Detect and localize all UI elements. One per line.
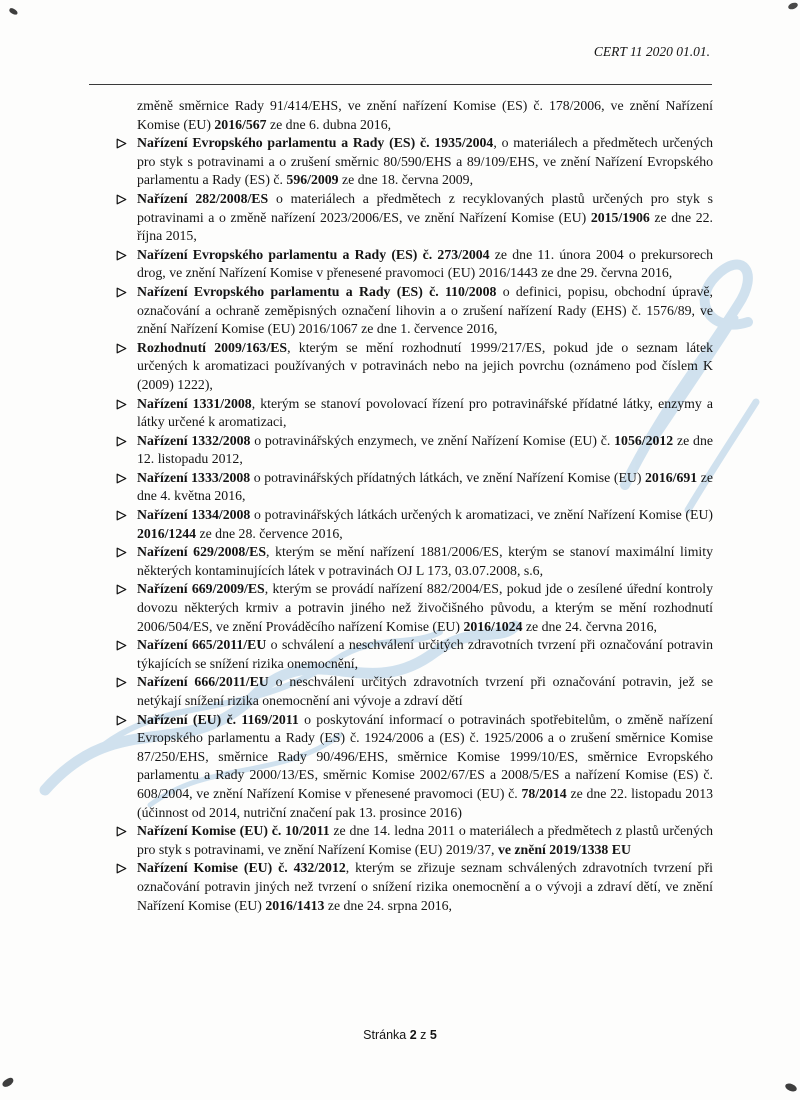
- list-item: [115, 190, 713, 246]
- arrowhead-right-icon: [116, 715, 127, 726]
- arrowhead-right-icon: [116, 584, 127, 595]
- list-item-text: Nařízení Evropského parlamentu a Rady (ES) č. 110/2008 o definici, popisu, obchodní úpravě, označování a ochraně zeměpisných označení lihovin a o zrušení nařízení Rady (EHS) č. 1576/89, ve znění Nařízení Komise (EU) 2016/1067 ze dne 1. července 2016,: [137, 283, 714, 337]
- list-item-text: Nařízení 666/2011/EU o neschválení určitých zdravotních tvrzení při označování potravin, jež se netýkají snížení rizika onemocnění ani vývoje a zdraví dětí: [137, 674, 713, 708]
- arrowhead-right-icon: [116, 343, 127, 354]
- list-item-text: Nařízení Evropského parlamentu a Rady (ES) č. 273/2004 ze dne 11. února 2004 o prekursorech drog, ve znění Nařízení Komise v přenesené pravomoci (EU) 2016/1443 ze dne 29. června 2016,: [137, 246, 713, 281]
- list-item-text: Nařízení Komise (EU) č. 432/2012, kterým se zřizuje seznam schválených zdravotních tvrzení při označování potravin jiných než tvrzení o snížení rizika onemocnění a o vývoji a zdraví dětí, ve znění Nařízení Komise (EU) 2016/1413 ze dne 24. srpna 2016,: [137, 860, 713, 913]
- list-item: [115, 580, 713, 636]
- list-item-text: Nařízení Evropského parlamentu a Rady (ES) č. 1935/2004, o materiálech a předmětech určených pro styk s potravinami a o zrušení směrnic 80/590/EHS a 89/109/EHS, ve znění Nařízení Evropského parlamentu a Rady (ES) č. 596/2009 ze dne 18. června 2009,: [137, 135, 713, 188]
- list-item-text: Nařízení Komise (EU) č. 10/2011 ze dne 14. ledna 2011 o materiálech a předmětech z plastů určených pro styk s potravinami, ve znění Nařízení Komise (EU) 2019/37, ve znění 2019/1338 EU: [137, 823, 713, 857]
- arrowhead-right-icon: [116, 547, 127, 558]
- arrowhead-right-icon: [116, 399, 127, 410]
- list-item-text: Nařízení 1331/2008, kterým se stanoví povolovací řízení pro potravinářské přídatné látky, enzymy a látky určené k aromatizaci,: [137, 395, 714, 430]
- list-item: [115, 432, 713, 469]
- header-rule: [89, 84, 712, 85]
- arrowhead-right-icon: [116, 138, 127, 149]
- arrowhead-right-icon: [116, 863, 127, 874]
- list-item: [115, 246, 713, 283]
- header-doc-code: CERT 11 2020 01.01.: [593, 44, 710, 59]
- list-item: [115, 543, 713, 580]
- arrowhead-right-icon: [116, 250, 127, 261]
- list-item: [115, 339, 713, 395]
- list-item-text: Rozhodnutí 2009/163/ES, kterým se mění rozhodnutí 1999/217/ES, pokud jde o seznam látek určených k aromatizaci používaných v potravinách nebo na jejich povrchu (oznámeno pod číslem K (2009) 1222),: [137, 339, 713, 392]
- list-item-text: Nařízení 1332/2008 o potravinářských enzymech, ve znění Nařízení Komise (EU) č. 1056/2012 ze dne 12. listopadu 2012,: [137, 432, 713, 467]
- list-item: [115, 469, 713, 506]
- list-item: [115, 711, 713, 823]
- scan-artifact-bottom-left: [1, 1076, 15, 1088]
- arrowhead-right-icon: [116, 640, 127, 651]
- list-item-text: Nařízení 282/2008/ES o materiálech a předmětech z recyklovaných plastů určených pro styk s potravinami a o změně nařízení 2023/2006/ES, ve znění Nařízení Komise (EU) 2015/1906 ze dne 22. října 2015,: [137, 190, 714, 244]
- arrowhead-right-icon: [116, 510, 127, 521]
- arrowhead-right-icon: [116, 473, 127, 484]
- list-item: [115, 395, 713, 432]
- list-item: [115, 822, 713, 859]
- list-item-text: Nařízení 665/2011/EU o schválení a neschválení určitých zdravotních tvrzení při označování potravin týkajících se snížení rizika onemocnění,: [137, 637, 714, 671]
- list-item: [115, 859, 713, 915]
- arrowhead-right-icon: [116, 826, 127, 837]
- page-footer: Stránka 2 z 5: [363, 1028, 437, 1042]
- list-item: [115, 673, 713, 710]
- list-item: [115, 283, 713, 339]
- arrowhead-right-icon: [116, 677, 127, 688]
- scan-artifact-bottom-right: [784, 1082, 798, 1093]
- arrowhead-right-icon: [116, 436, 127, 447]
- scan-artifact-top-right: [787, 1, 798, 10]
- list-item-text: Nařízení 1334/2008 o potravinářských látkách určených k aromatizaci, ve znění Nařízení Komise (EU) 2016/1244 ze dne 28. července 2016,: [137, 507, 714, 541]
- list-item: [115, 636, 713, 673]
- list-item-text: Nařízení 1333/2008 o potravinářských přídatných látkách, ve znění Nařízení Komise (EU) 2016/691 ze dne 4. května 2016,: [137, 469, 713, 504]
- regulation-list: [115, 134, 713, 915]
- scan-artifact-top-left: [8, 7, 18, 16]
- list-item-text: Nařízení 629/2008/ES, kterým se mění nařízení 1881/2006/ES, kterým se stanoví maximální limity některých kontaminujících látek v potravinách OJ L 173, 03.07.2008, s.6,: [137, 544, 713, 578]
- document-body: [115, 97, 713, 915]
- list-item: [115, 506, 713, 543]
- arrowhead-right-icon: [116, 287, 127, 298]
- list-item-text: Nařízení (EU) č. 1169/2011 o poskytování informací o potravinách spotřebitelům, o změně nařízení Evropského parlamentu a Rady (ES) č. 1924/2006 a (ES) č. 1925/2006 a o zrušení směrnice Komise 87/250/EHS, směrnice Rady 90/496/EHS, směrnice Komise 1999/10/ES, směrnice Evropského parlamentu a Rady 2000/13/ES, směrnic Komise 2002/67/ES a 2008/5/ES a nařízení Komise (ES) č. 608/2004, ve znění Nařízení Komise v přenesené pravomoci (EU) č. 78/2014 ze dne 22. listopadu 2013 (účinnost od 2014, nutriční značení pak 13. prosince 2016): [137, 711, 714, 820]
- list-item: [115, 134, 713, 190]
- arrowhead-right-icon: [116, 194, 127, 205]
- intro-paragraph: změně směrnice Rady 91/414/EHS, ve znění nařízení Komise (ES) č. 178/2006, ve znění Nařízení Komise (EU) 2016/567 ze dne 6. dubna 2016,: [137, 98, 713, 132]
- list-item-text: Nařízení 669/2009/ES, kterým se provádí nařízení 882/2004/ES, pokud jde o zesílené úřední kontroly dovozu některých krmiv a potravin jiného než živočišného původu, a kterým se mění rozhodnutí 2006/504/ES, ve znění Prováděcího nařízení Komise (EU) 2016/1024 ze dne 24. června 2016,: [137, 581, 714, 634]
